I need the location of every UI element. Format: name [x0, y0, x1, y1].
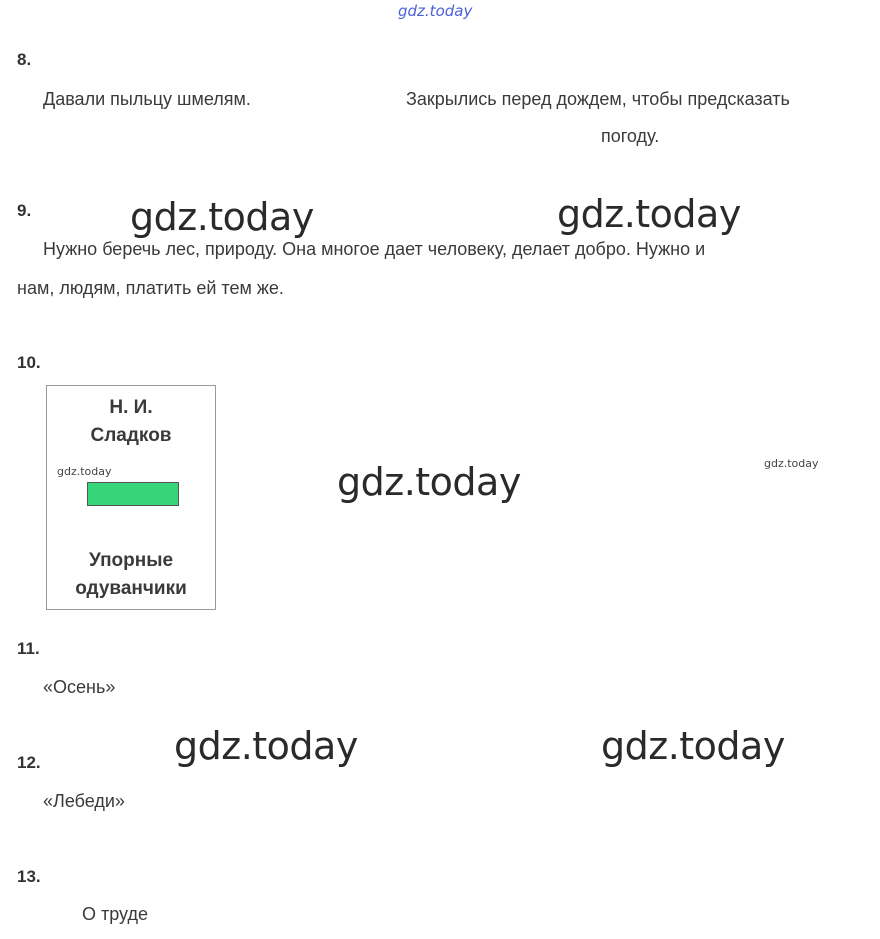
book-title-line-2: одуванчики [75, 578, 187, 599]
task-9-answer-line-2: нам, людям, платить ей тем же. [17, 278, 284, 298]
watermark: gdz.today [764, 457, 819, 470]
watermark: gdz.today [130, 195, 314, 239]
watermark: gdz.today [57, 465, 112, 478]
watermark: gdz.today [557, 192, 741, 236]
book-card [46, 385, 216, 610]
task-number-10: 10. [17, 353, 41, 372]
task-8-answer-1: Давали пыльцу шмелям. [43, 89, 251, 109]
watermark: gdz.today [174, 724, 358, 768]
task-number-11: 11. [17, 639, 40, 658]
task-9-answer-line-1: Нужно беречь лес, природу. Она многое дает человеку, делает добро. Нужно и [43, 239, 706, 259]
task-number-8: 8. [17, 50, 32, 69]
book-cover-block [87, 482, 179, 506]
book-title-line-1: Упорные [88, 550, 174, 571]
task-13-answer: О труде [82, 904, 148, 924]
watermark: gdz.today [601, 724, 785, 768]
task-12-answer: «Лебеди» [43, 791, 125, 811]
task-number-12: 12. [17, 753, 41, 772]
task-8-answer-2-cont: погоду. [601, 126, 660, 146]
book-author-surname: Сладков [90, 425, 172, 446]
task-number-13: 13. [17, 867, 41, 886]
book-author-initials: Н. И. [109, 397, 153, 418]
watermark: gdz.today [337, 460, 521, 504]
task-8-answer-2: Закрылись перед дождем, чтобы предсказать [406, 89, 790, 109]
task-number-9: 9. [17, 201, 32, 220]
watermark-top: gdz.today [398, 2, 473, 20]
task-11-answer: «Осень» [43, 677, 116, 697]
